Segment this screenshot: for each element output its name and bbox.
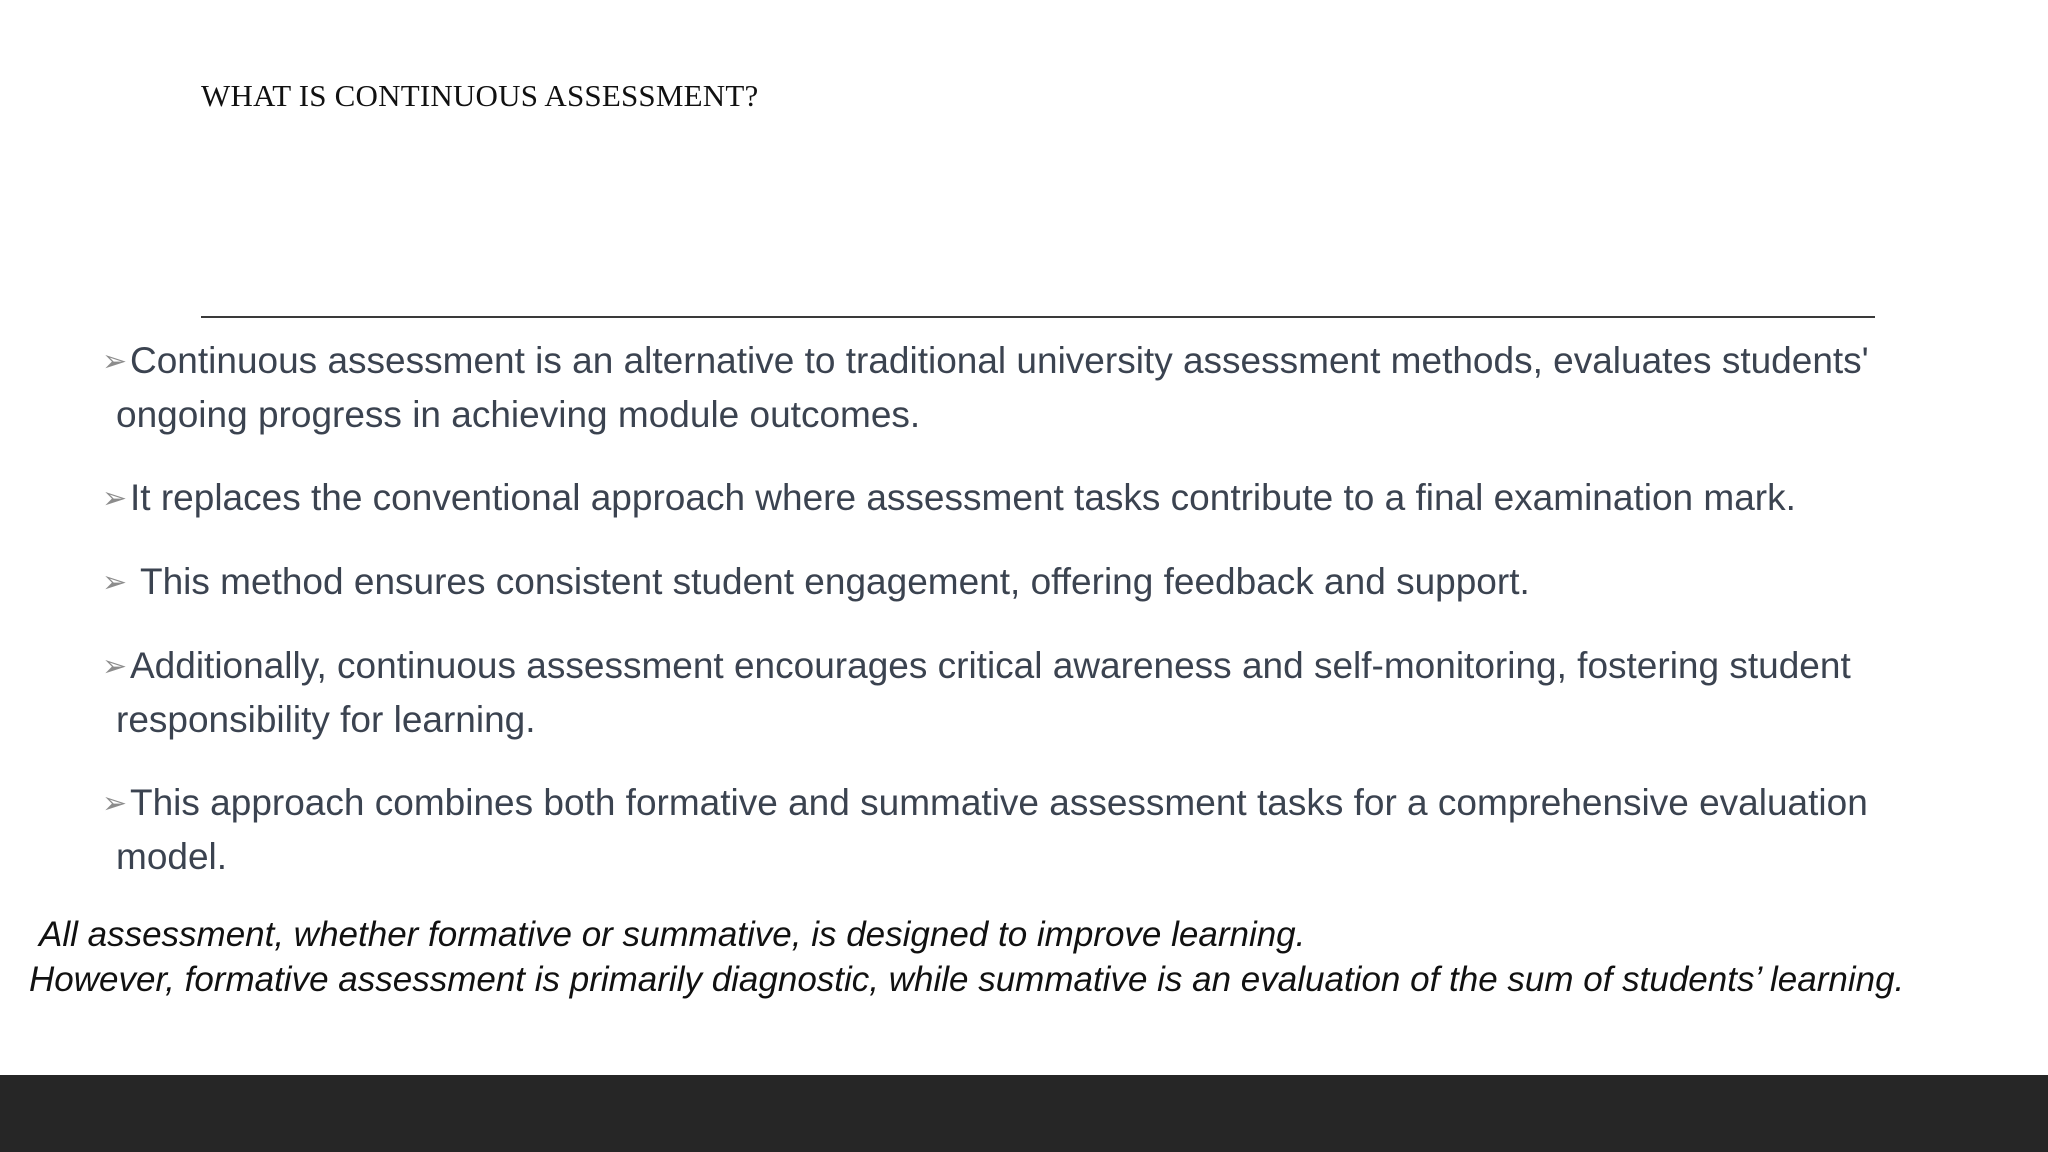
bullet-text: It replaces the conventional approach where assessment tasks contribute to a final examination mark. — [130, 477, 1796, 518]
bullet-text: This approach combines both formative and summative assessment tasks for a comprehensive evaluation model. — [116, 782, 1868, 877]
bullet-text: Additionally, continuous assessment encourages critical awareness and self-monitoring, fostering student responsibility for learning. — [116, 645, 1851, 740]
footer-bar — [0, 1075, 2048, 1152]
summary-note-line-1: All assessment, whether formative or summative, is designed to improve learning. — [39, 915, 1306, 954]
arrowhead-bullet-icon: ➢ — [102, 482, 128, 515]
bullet-item — [102, 776, 1982, 883]
slide-title: WHAT IS CONTINUOUS ASSESSMENT? — [201, 78, 759, 113]
bullet-item — [102, 334, 1982, 441]
bullet-item — [102, 471, 1982, 525]
arrowhead-bullet-icon: ➢ — [102, 650, 128, 683]
bullet-item — [102, 639, 1982, 746]
title-divider — [201, 316, 1875, 318]
bullet-text: This method ensures consistent student engagement, offering feedback and support. — [140, 561, 1530, 602]
arrowhead-bullet-icon: ➢ — [102, 566, 128, 599]
bullet-text: Continuous assessment is an alternative to traditional university assessment methods, evaluates students' ongoing progress in achieving module outcomes. — [116, 340, 1869, 435]
arrowhead-bullet-icon: ➢ — [102, 787, 128, 820]
bullet-item — [102, 555, 1982, 609]
summary-note-line-2: However, formative assessment is primarily diagnostic, while summative is an evaluation of the sum of students’ learning. — [29, 960, 1905, 999]
arrowhead-bullet-icon: ➢ — [102, 345, 128, 378]
bullet-list — [102, 334, 1982, 883]
summary-note — [29, 912, 2019, 1002]
